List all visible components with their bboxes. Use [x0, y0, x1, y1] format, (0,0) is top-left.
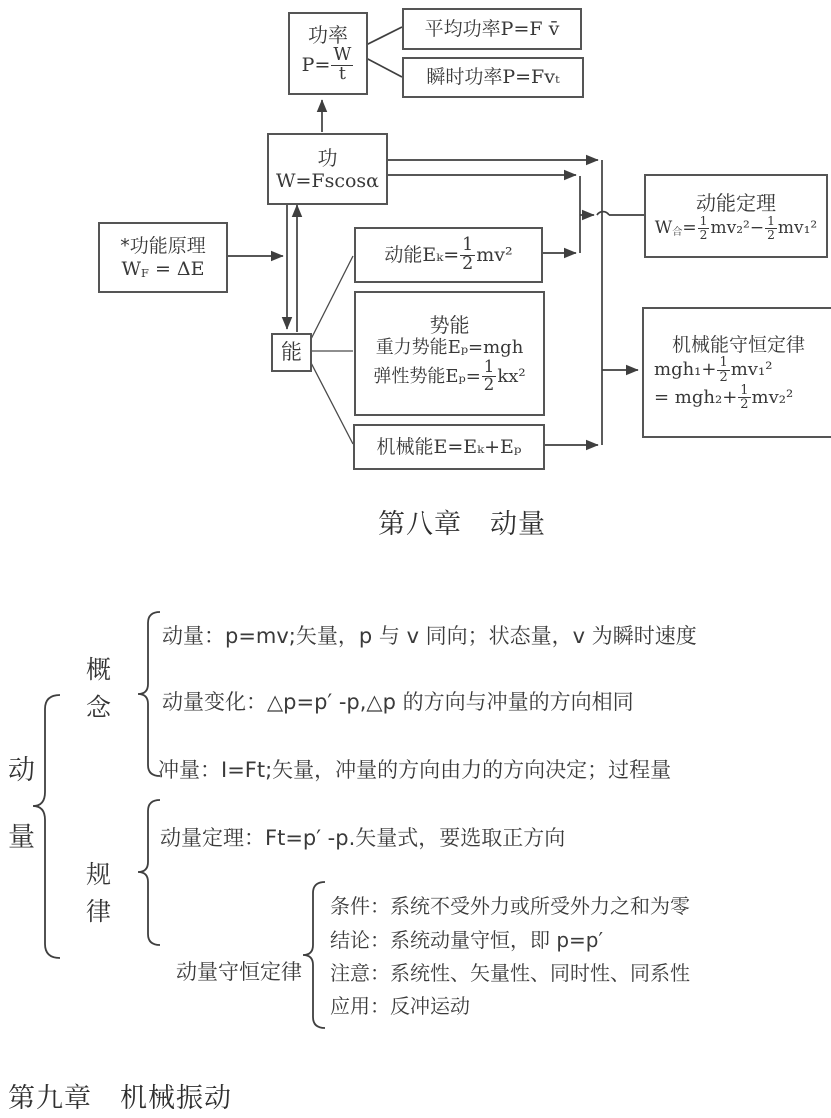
conservation-f1-num: 1	[719, 355, 728, 371]
theorem-frac1	[698, 215, 710, 241]
conservation-line2	[644, 384, 793, 411]
potential-title: 势能	[429, 313, 470, 338]
law-char-1: 规	[86, 860, 112, 889]
avg-power-formula: P=F v̄	[500, 17, 560, 40]
principle-formula	[121, 258, 204, 281]
theorem-title: 动能定理	[696, 191, 776, 216]
line-energy-kinetic	[308, 256, 353, 345]
power-eq-pre: P=	[301, 54, 331, 77]
work-box	[267, 133, 388, 205]
concept-line-change: 动量变化：△p=p′ -p,△p 的方向与冲量的方向相同	[162, 690, 634, 714]
brace-conservation	[303, 882, 325, 1028]
theorem-f2-den: 2	[767, 227, 775, 242]
avg-power-box	[402, 8, 582, 50]
power-fraction	[331, 47, 353, 84]
conservation-frac2	[738, 384, 750, 411]
conservation-item-conclusion: 结论：系统动量守恒，即 p=p′	[330, 928, 604, 952]
conservation-item-condition: 条件：系统不受外力或所受外力之和为零	[330, 894, 690, 918]
concept-char-2: 念	[86, 693, 112, 722]
principle-box	[98, 222, 228, 293]
conservation-item-note: 注意：系统性、矢量性、同时性、同系性	[330, 961, 690, 985]
kinetic-frac-den: 2	[462, 253, 474, 274]
conservation-f2-num: 1	[740, 382, 749, 398]
work-formula: W=Fscosα	[275, 169, 380, 192]
gravity-potential-line	[376, 337, 524, 359]
mech-energy-formula	[377, 436, 522, 459]
power-frac-num: W	[333, 45, 352, 66]
elastic-frac-den: 2	[483, 374, 495, 394]
conservation-title: 机械能守恒定律	[671, 333, 805, 356]
conservation-line1	[644, 356, 772, 383]
law-line-theorem: 动量定理：Ft=p′ -p.矢量式，要选取正方向	[160, 826, 566, 850]
theorem-mid: mv₂²−	[710, 217, 765, 238]
line-power-to-inst	[364, 57, 402, 77]
energy-fan-lines	[308, 256, 353, 444]
theorem-w-sub: 合	[672, 226, 683, 238]
work-title: 功	[317, 145, 338, 170]
line-power-to-avg	[364, 27, 402, 46]
theorem-frac2	[765, 215, 777, 241]
conservation-f1-den: 2	[719, 369, 728, 385]
mech-energy-box	[353, 424, 545, 470]
chapter9-title: 第九章 机械振动	[8, 1083, 232, 1114]
theorem-f1-den: 2	[699, 227, 708, 242]
principle-w-sub: F	[141, 266, 149, 281]
theorem-post: mv₁²	[777, 217, 818, 238]
avg-power-text	[425, 18, 560, 41]
energy-label: 能	[281, 339, 302, 364]
inst-power-box	[402, 57, 584, 98]
theorem-w: W	[654, 217, 673, 238]
kinetic-fraction	[460, 234, 475, 274]
elastic-pre: Eₚ=	[445, 365, 481, 387]
theorem-box	[644, 174, 828, 258]
inst-power-cn: 瞬时功率	[426, 66, 503, 89]
power-title: 功率	[308, 23, 348, 48]
line-energy-mech	[308, 357, 353, 444]
law-char-2: 律	[86, 897, 112, 926]
elastic-post: kx²	[497, 365, 526, 387]
avg-power-cn: 平均功率	[424, 17, 501, 40]
theorem-eq: =	[682, 217, 697, 238]
line-hop	[597, 212, 609, 215]
kinetic-frac-num: 1	[462, 234, 474, 255]
principle-w: W	[121, 257, 141, 280]
conservation-box	[642, 307, 831, 438]
conservation-f2-den: 2	[740, 397, 749, 413]
elastic-frac-num: 1	[483, 356, 495, 376]
elastic-potential-line	[373, 356, 526, 394]
power-box	[288, 12, 368, 95]
concept-line-momentum: 动量：p=mv;矢量，p 与 v 同向；状态量，v 为瞬时速度	[162, 624, 697, 648]
power-formula	[302, 47, 355, 84]
concept-char-1: 概	[86, 655, 112, 684]
inst-power-formula: P=Fvₜ	[502, 66, 560, 89]
principle-title: *功能原理	[120, 234, 206, 257]
mech-formula: E=Eₖ+Eₚ	[433, 435, 522, 458]
brace-concept	[138, 612, 160, 776]
elastic-cn: 弹性势能	[373, 365, 446, 387]
power-frac-den: t	[338, 64, 346, 84]
momentum-root-char-1: 动	[8, 755, 35, 786]
principle-post: = ΔE	[154, 257, 205, 280]
kinetic-post: mv²	[476, 243, 513, 266]
potential-box	[354, 291, 545, 416]
elastic-fraction	[482, 356, 497, 394]
momentum-root-char-2: 量	[8, 822, 35, 853]
chapter8-title: 第八章 动量	[378, 509, 546, 540]
kinetic-formula	[384, 234, 513, 274]
gravity-formula: Eₚ=mgh	[447, 337, 524, 359]
conservation-l2-post: mv₂²	[751, 386, 794, 408]
kinetic-cn: 动能	[384, 243, 423, 266]
conservation-l2-pre: = mgh₂+	[654, 386, 738, 408]
theorem-f2-num: 1	[767, 214, 775, 229]
conservation-l1-post: mv₁²	[730, 359, 773, 381]
brace-momentum	[33, 695, 60, 958]
kinetic-box	[354, 227, 543, 283]
mech-cn: 机械能	[376, 435, 434, 458]
brace-law	[138, 800, 160, 945]
concept-line-impulse: 冲量：I=Ft;矢量，冲量的方向由力的方向决定；过程量	[158, 758, 672, 782]
conservation-l1-pre: mgh₁+	[654, 359, 717, 381]
conservation-item-application: 应用：反冲运动	[330, 994, 470, 1018]
gravity-cn: 重力势能	[375, 337, 448, 359]
theorem-formula	[655, 215, 817, 241]
kinetic-pre: Eₖ=	[422, 243, 460, 266]
conservation-label: 动量守恒定律	[176, 960, 302, 984]
energy-box	[271, 333, 312, 372]
conservation-frac1	[717, 356, 729, 383]
inst-power-text	[426, 66, 559, 89]
theorem-f1-num: 1	[699, 214, 708, 229]
